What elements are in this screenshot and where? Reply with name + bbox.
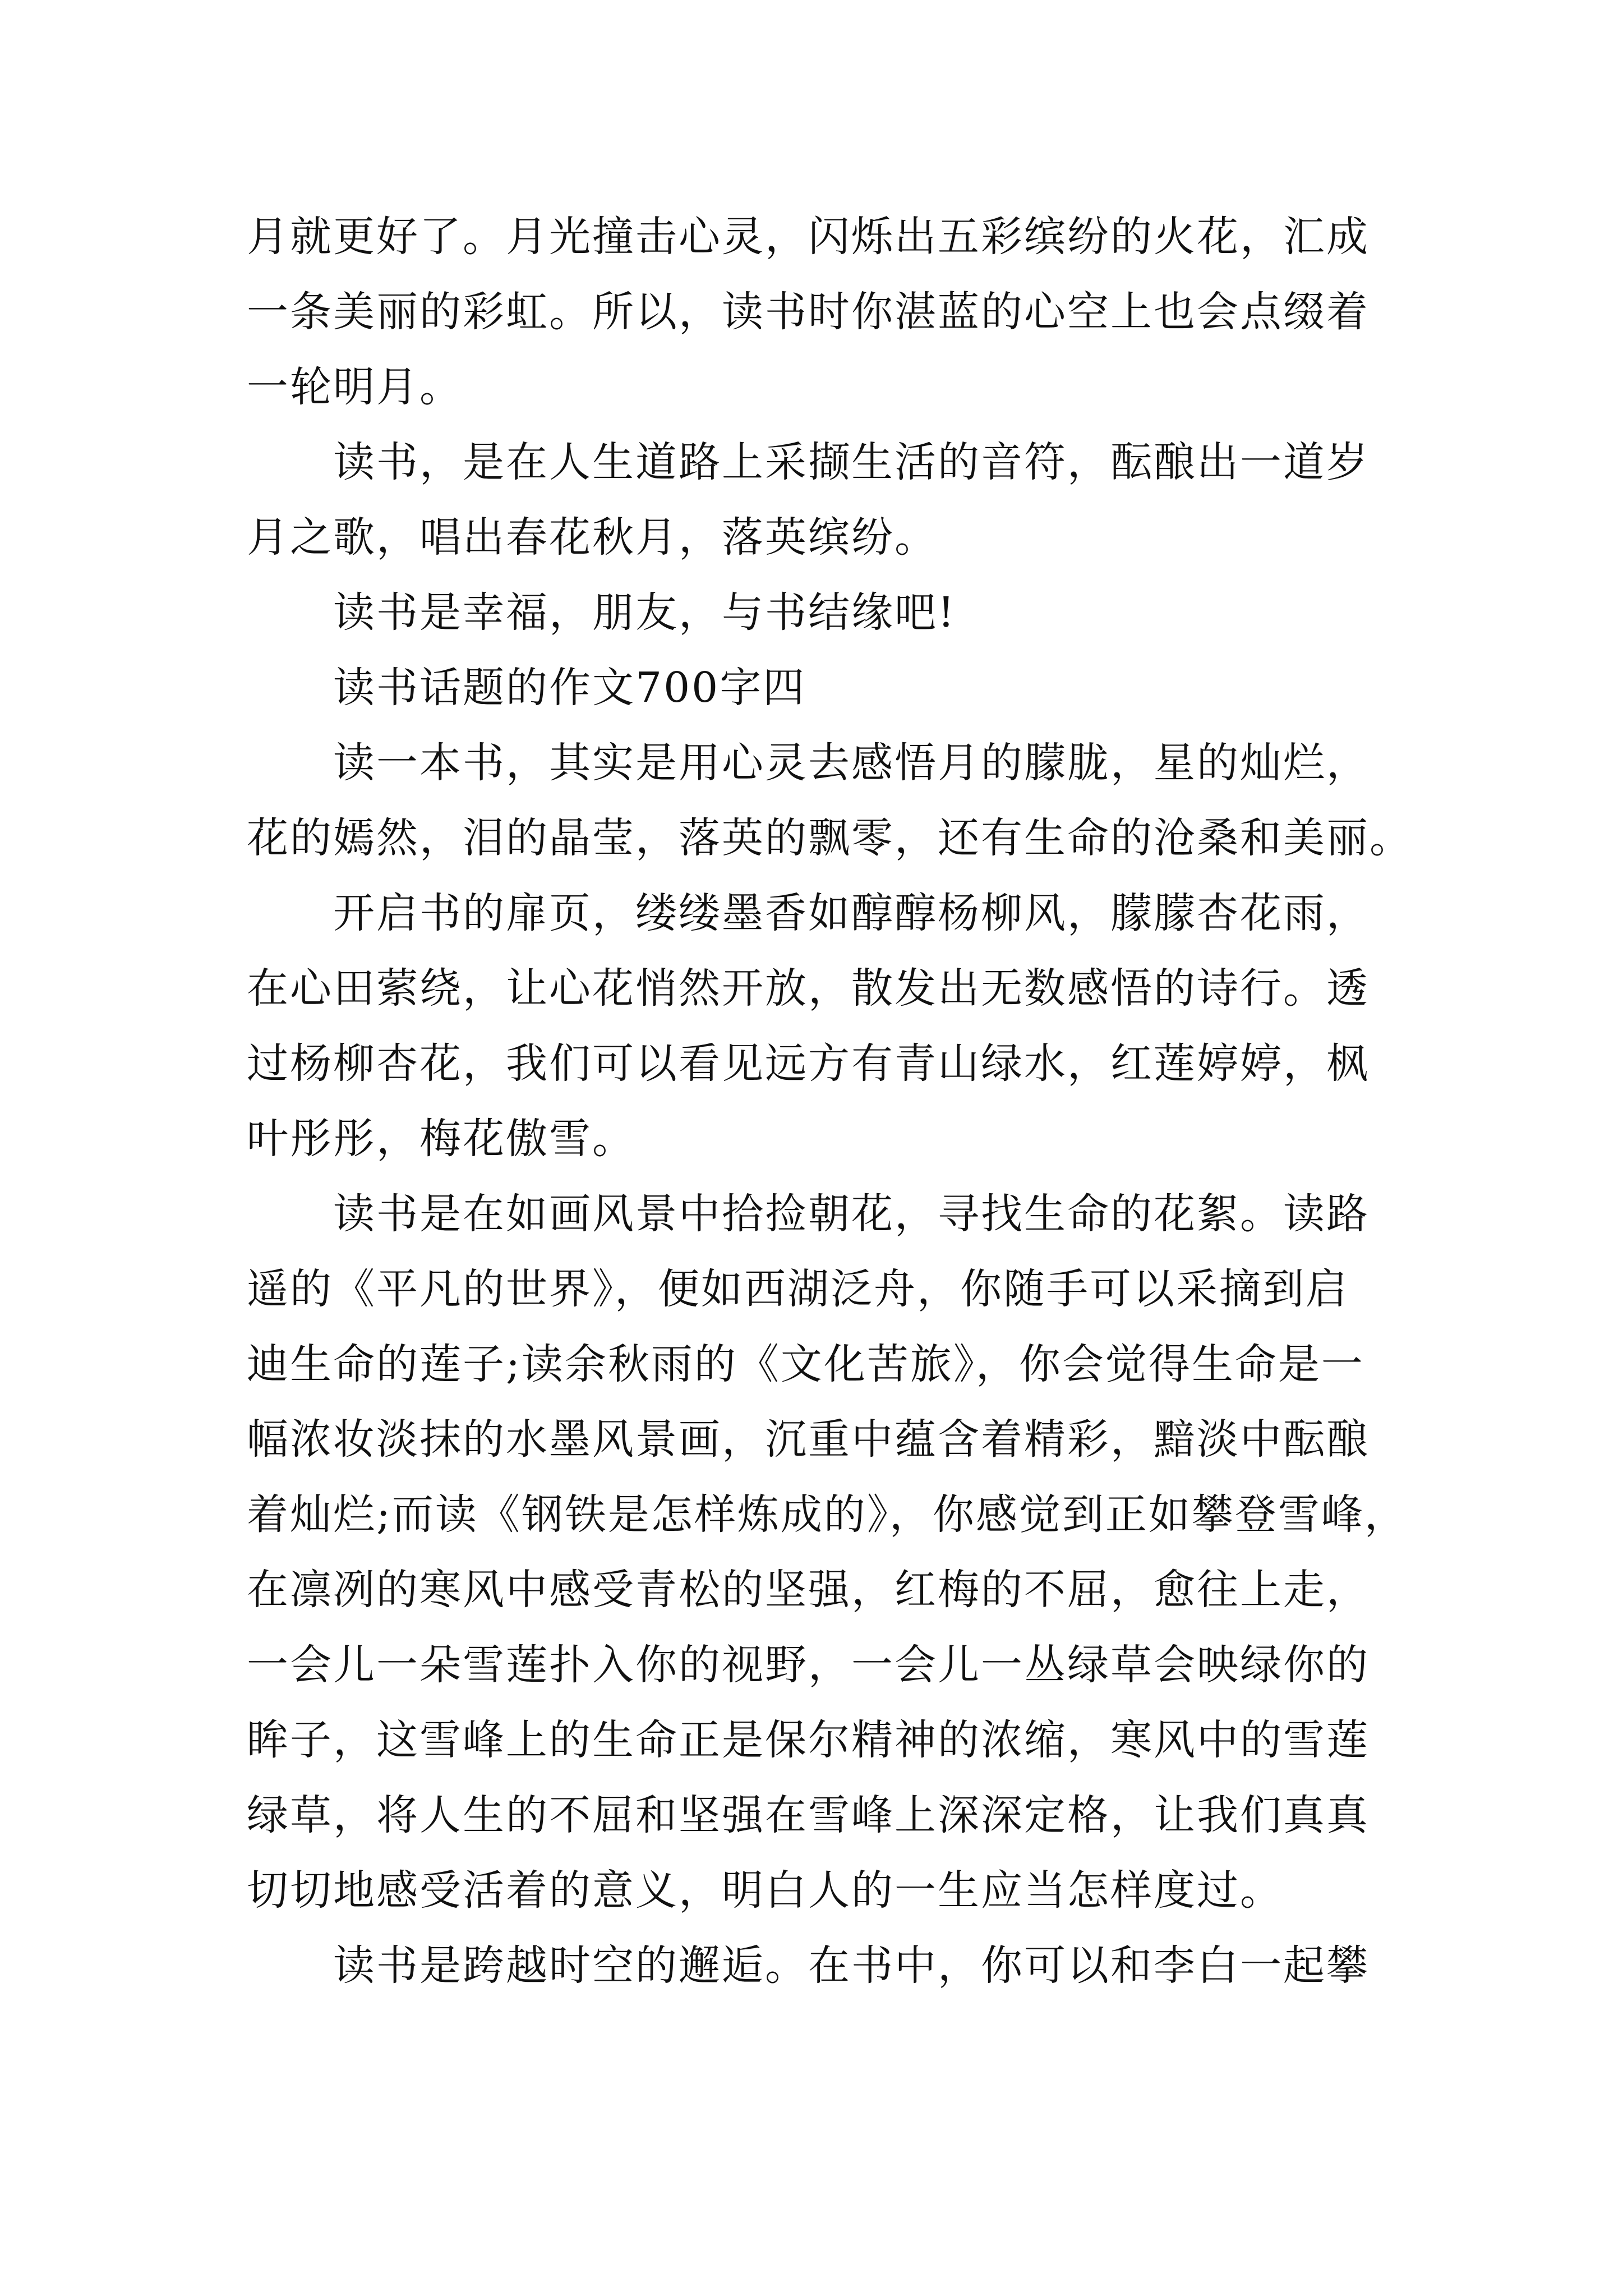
text-line: 幅浓妆淡抹的水墨风景画，沉重中蕴含着精彩，黯淡中酝酿: [247, 1415, 1370, 1464]
text-line: 在凛冽的寒风中感受青松的坚强，红梅的不屈，愈往上走，: [247, 1566, 1370, 1614]
text-line: 读书，是在人生道路上采撷生活的音符，酝酿出一道岁: [333, 438, 1370, 486]
text-line: 读一本书，其实是用心灵去感悟月的朦胧，星的灿烂，: [333, 739, 1370, 787]
text-line: 遥的《平凡的世界》，便如西湖泛舟，你随手可以采摘到启: [247, 1265, 1349, 1313]
text-line: 过杨柳杏花，我们可以看见远方有青山绿水，红莲婷婷，枫: [247, 1039, 1370, 1088]
text-line: 在心田萦绕，让心花悄然开放，散发出无数感悟的诗行。透: [247, 964, 1370, 1013]
text-line: 一轮明月。: [247, 363, 463, 411]
text-line: 月就更好了。月光撞击心灵，闪烁出五彩缤纷的火花，汇成: [247, 213, 1370, 261]
text-line: 眸子，这雪峰上的生命正是保尔精神的浓缩，寒风中的雪莲: [247, 1716, 1370, 1764]
text-line: 花的嫣然，泪的晶莹，落英的飘零，还有生命的沧桑和美丽。: [247, 814, 1413, 862]
document-body: [247, 199, 1413, 2003]
text-line: 读书是跨越时空的邂逅。在书中，你可以和李白一起攀: [333, 1941, 1370, 1990]
text-line: 开启书的扉页，缕缕墨香如醇醇杨柳风，朦朦杏花雨，: [333, 889, 1370, 937]
text-line: 叶彤彤，梅花傲雪。: [247, 1115, 635, 1163]
text-line: 一条美丽的彩虹。所以，读书时你湛蓝的心空上也会点缀着: [247, 288, 1370, 336]
text-line: 迪生命的莲子;读余秋雨的《文化苦旅》，你会觉得生命是一: [247, 1340, 1364, 1388]
text-line: 月之歌，唱出春花秋月，落英缤纷。: [247, 513, 938, 562]
text-line: 一会儿一朵雪莲扑入你的视野，一会儿一丛绿草会映绿你的: [247, 1641, 1370, 1689]
text-line: 读书是在如画风景中拾捡朝花，寻找生命的花絮。读路: [333, 1190, 1370, 1238]
text-line: 绿草，将人生的不屈和坚强在雪峰上深深定格，让我们真真: [247, 1791, 1370, 1839]
text-line: 着灿烂;而读《钢铁是怎样炼成的》，你感觉到正如攀登雪峰，: [247, 1490, 1408, 1539]
section-heading: 读书话题的作文700字四: [333, 664, 806, 712]
text-line: 读书是幸福，朋友，与书结缘吧!: [333, 588, 956, 637]
text-line: 切切地感受活着的意义，明白人的一生应当怎样度过。: [247, 1866, 1283, 1915]
